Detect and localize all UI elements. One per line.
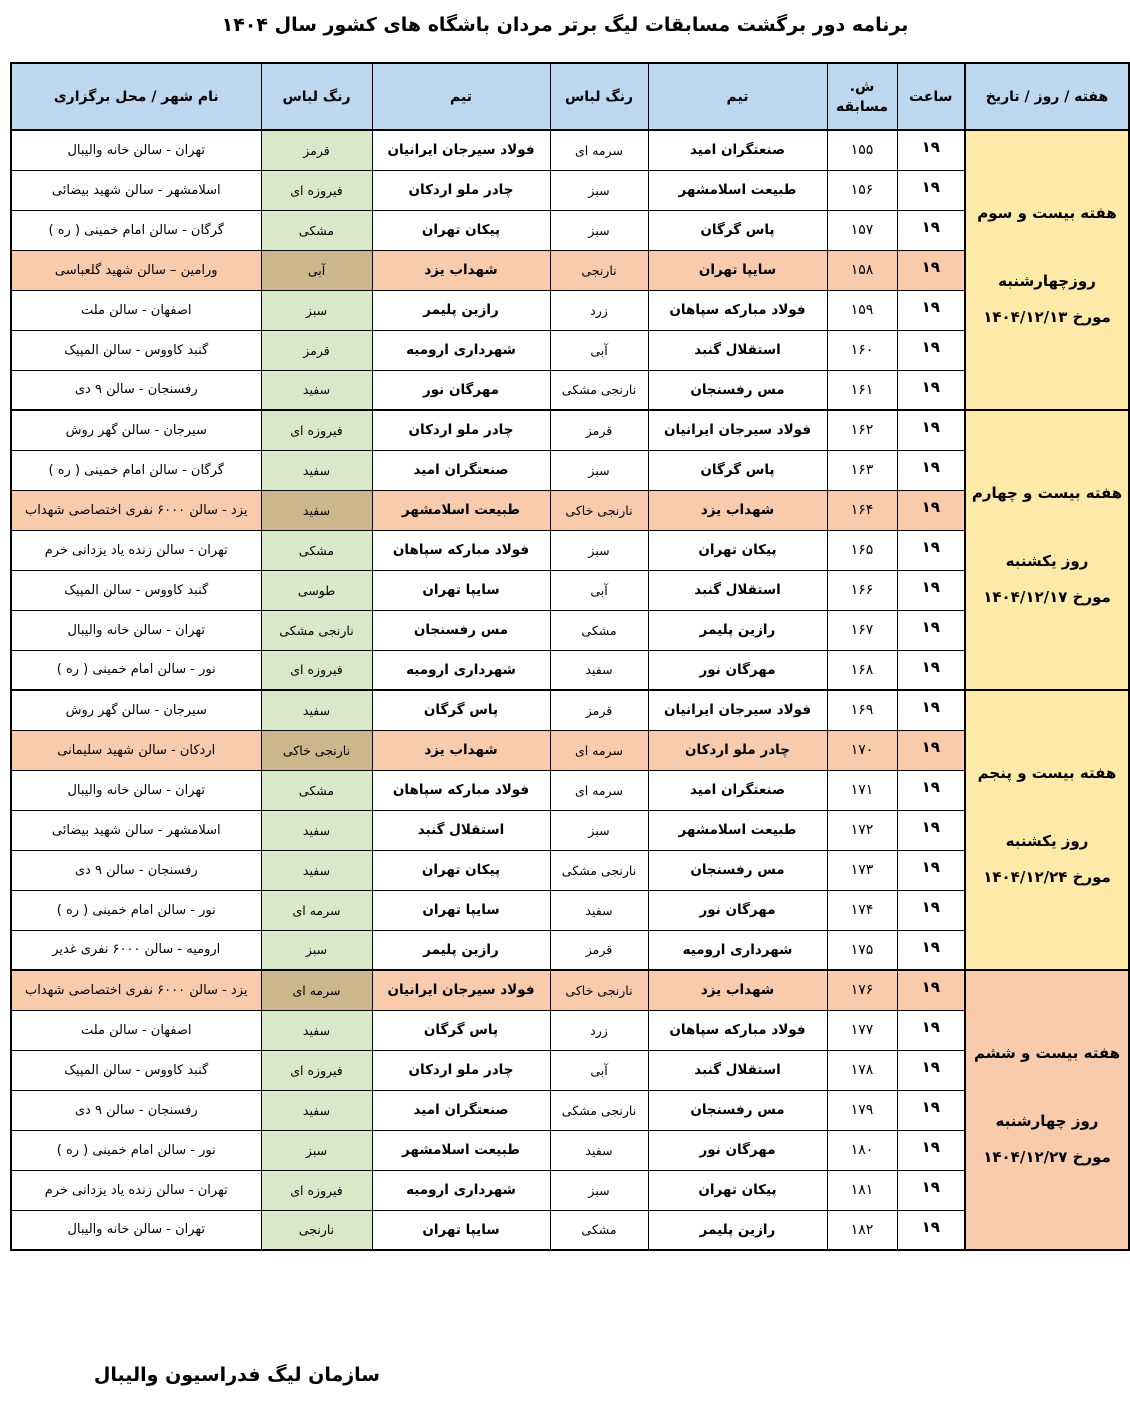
home-team-cell: رازین پلیمر — [648, 610, 827, 650]
venue-cell: نور - سالن امام خمینی ( ره ) — [11, 650, 261, 690]
home-kit-color-cell: سفید — [550, 1130, 648, 1170]
home-team-cell: صنعتگران امید — [648, 130, 827, 170]
away-team-cell: صنعتگران امید — [372, 450, 550, 490]
match-row — [11, 370, 1129, 410]
home-team-cell: رازین پلیمر — [648, 1210, 827, 1250]
match-row — [11, 490, 1129, 530]
home-kit-color-cell: قرمز — [550, 690, 648, 730]
away-kit-color-cell: نارنجی مشکی — [261, 610, 372, 650]
away-team-cell: سایپا تهران — [372, 890, 550, 930]
time-cell: ۱۹ — [897, 1210, 965, 1250]
home-kit-color-cell: سبز — [550, 210, 648, 250]
match-number-cell: ۱۶۳ — [827, 450, 897, 490]
venue-cell: نور - سالن امام خمینی ( ره ) — [11, 1130, 261, 1170]
home-kit-color-cell: زرد — [550, 1010, 648, 1050]
home-team-cell: فولاد مبارکه سپاهان — [648, 1010, 827, 1050]
away-kit-color-cell: سفید — [261, 850, 372, 890]
date-label: مورخ ۱۴۰۴/۱۲/۱۷ — [983, 588, 1111, 606]
date-label: مورخ ۱۴۰۴/۱۲/۲۷ — [983, 1148, 1111, 1166]
match-number-cell: ۱۶۷ — [827, 610, 897, 650]
away-team-cell: فولاد سیرجان ایرانیان — [372, 970, 550, 1010]
date-label: مورخ ۱۴۰۴/۱۲/۱۳ — [983, 308, 1111, 326]
away-team-cell: شهرداری ارومیه — [372, 330, 550, 370]
match-row — [11, 610, 1129, 650]
match-row — [11, 210, 1129, 250]
away-kit-color-cell: مشکی — [261, 210, 372, 250]
away-team-cell: پاس گرگان — [372, 690, 550, 730]
home-team-cell: پیکان تهران — [648, 530, 827, 570]
away-kit-color-cell: سفید — [261, 810, 372, 850]
match-number-cell: ۱۷۸ — [827, 1050, 897, 1090]
time-cell: ۱۹ — [897, 130, 965, 170]
header-match-number — [827, 63, 897, 130]
venue-cell: سیرجان - سالن گهر روش — [11, 410, 261, 450]
match-number-cell: ۱۸۱ — [827, 1170, 897, 1210]
match-row — [11, 1210, 1129, 1250]
away-team-cell: چادر ملو اردکان — [372, 1050, 550, 1090]
time-cell: ۱۹ — [897, 810, 965, 850]
match-number-cell: ۱۶۸ — [827, 650, 897, 690]
time-cell: ۱۹ — [897, 330, 965, 370]
away-kit-color-cell: سفید — [261, 370, 372, 410]
match-row — [11, 1130, 1129, 1170]
week-cell — [965, 970, 1129, 1250]
home-team-cell: استقلال گنبد — [648, 1050, 827, 1090]
match-number-cell: ۱۷۱ — [827, 770, 897, 810]
away-kit-color-cell: قرمز — [261, 330, 372, 370]
home-kit-color-cell: قرمز — [550, 930, 648, 970]
venue-cell: گنبد کاووس - سالن المپیک — [11, 570, 261, 610]
home-kit-color-cell: نارنجی مشکی — [550, 1090, 648, 1130]
home-kit-color-cell: سفید — [550, 650, 648, 690]
venue-cell: اصفهان - سالن ملت — [11, 1010, 261, 1050]
home-kit-color-cell: سرمه ای — [550, 770, 648, 810]
home-team-cell: شهرداری ارومیه — [648, 930, 827, 970]
venue-cell: تهران - سالن خانه والیبال — [11, 130, 261, 170]
home-team-cell: چادر ملو اردکان — [648, 730, 827, 770]
match-row — [11, 450, 1129, 490]
away-kit-color-cell: فیروزه ای — [261, 650, 372, 690]
header-time: ساعت — [897, 63, 965, 130]
venue-cell: اسلامشهر - سالن شهید بیضائی — [11, 170, 261, 210]
home-kit-color-cell: نارنجی خاکی — [550, 490, 648, 530]
venue-cell: رفسنجان - سالن ۹ دی — [11, 850, 261, 890]
away-team-cell: پیکان تهران — [372, 850, 550, 890]
home-kit-color-cell: نارنجی مشکی — [550, 850, 648, 890]
away-team-cell: سایپا تهران — [372, 570, 550, 610]
venue-cell: یزد - سالن ۶۰۰۰ نفری اختصاصی شهداب — [11, 490, 261, 530]
away-team-cell: استقلال گنبد — [372, 810, 550, 850]
venue-cell: سیرجان - سالن گهر روش — [11, 690, 261, 730]
time-cell: ۱۹ — [897, 930, 965, 970]
venue-cell: گرگان - سالن امام خمینی ( ره ) — [11, 210, 261, 250]
header-home-kit-color: رنگ لباس — [550, 63, 648, 130]
venue-cell: رفسنجان - سالن ۹ دی — [11, 1090, 261, 1130]
venue-cell: تهران - سالن زنده یاد یزدانی خرم — [11, 1170, 261, 1210]
home-team-cell: طبیعت اسلامشهر — [648, 170, 827, 210]
match-number-cell: ۱۶۹ — [827, 690, 897, 730]
week-cell — [965, 410, 1129, 690]
time-cell: ۱۹ — [897, 610, 965, 650]
match-number-cell: ۱۷۳ — [827, 850, 897, 890]
home-team-cell: صنعتگران امید — [648, 770, 827, 810]
header-match-number-line1: ش. — [849, 78, 875, 95]
away-kit-color-cell: فیروزه ای — [261, 1170, 372, 1210]
away-kit-color-cell: فیروزه ای — [261, 410, 372, 450]
away-team-cell: فولاد مبارکه سپاهان — [372, 770, 550, 810]
venue-cell: یزد - سالن ۶۰۰۰ نفری اختصاصی شهداب — [11, 970, 261, 1010]
venue-cell: گرگان - سالن امام خمینی ( ره ) — [11, 450, 261, 490]
time-cell: ۱۹ — [897, 570, 965, 610]
match-row — [11, 810, 1129, 850]
document-title: برنامه دور برگشت مسابقات لیگ برتر مردان باشگاه های کشور سال ۱۴۰۴ — [221, 14, 909, 36]
match-row — [11, 1050, 1129, 1090]
away-kit-color-cell: سفید — [261, 1090, 372, 1130]
away-kit-color-cell: سفید — [261, 490, 372, 530]
away-kit-color-cell: آبی — [261, 250, 372, 290]
venue-cell: تهران - سالن خانه والیبال — [11, 770, 261, 810]
home-kit-color-cell: قرمز — [550, 410, 648, 450]
venue-cell: تهران - سالن خانه والیبال — [11, 610, 261, 650]
home-team-cell: سایپا تهران — [648, 250, 827, 290]
venue-cell: تهران - سالن خانه والیبال — [11, 1210, 261, 1250]
home-team-cell: پاس گرگان — [648, 210, 827, 250]
home-kit-color-cell: سبز — [550, 170, 648, 210]
time-cell: ۱۹ — [897, 370, 965, 410]
match-number-cell: ۱۸۲ — [827, 1210, 897, 1250]
time-cell: ۱۹ — [897, 1090, 965, 1130]
away-kit-color-cell: سبز — [261, 1130, 372, 1170]
match-number-cell: ۱۶۱ — [827, 370, 897, 410]
home-kit-color-cell: مشکی — [550, 610, 648, 650]
time-cell: ۱۹ — [897, 250, 965, 290]
away-kit-color-cell: قرمز — [261, 130, 372, 170]
week-cell — [965, 130, 1129, 410]
match-row — [11, 130, 1129, 170]
away-kit-color-cell: سفید — [261, 1010, 372, 1050]
time-cell: ۱۹ — [897, 450, 965, 490]
match-row — [11, 730, 1129, 770]
match-number-cell: ۱۶۰ — [827, 330, 897, 370]
home-team-cell: فولاد سیرجان ایرانیان — [648, 410, 827, 450]
home-team-cell: مهرگان نور — [648, 650, 827, 690]
time-cell: ۱۹ — [897, 650, 965, 690]
away-kit-color-cell: سفید — [261, 690, 372, 730]
match-number-cell: ۱۵۵ — [827, 130, 897, 170]
home-kit-color-cell: سرمه ای — [550, 130, 648, 170]
home-team-cell: شهداب یزد — [648, 970, 827, 1010]
venue-cell: گنبد کاووس - سالن المپیک — [11, 330, 261, 370]
time-cell: ۱۹ — [897, 850, 965, 890]
venue-cell: اصفهان - سالن ملت — [11, 290, 261, 330]
match-row — [11, 1010, 1129, 1050]
time-cell: ۱۹ — [897, 730, 965, 770]
header-home-team: تیم — [648, 63, 827, 130]
match-row — [11, 970, 1129, 1010]
venue-cell: تهران - سالن زنده یاد یزدانی خرم — [11, 530, 261, 570]
match-row — [11, 1170, 1129, 1210]
match-row — [11, 850, 1129, 890]
home-kit-color-cell: سرمه ای — [550, 730, 648, 770]
away-team-cell: مس رفسنجان — [372, 610, 550, 650]
venue-cell: اردکان - سالن شهید سلیمانی — [11, 730, 261, 770]
home-kit-color-cell: مشکی — [550, 1210, 648, 1250]
time-cell: ۱۹ — [897, 970, 965, 1010]
time-cell: ۱۹ — [897, 210, 965, 250]
away-kit-color-cell: سرمه ای — [261, 970, 372, 1010]
match-number-cell: ۱۶۶ — [827, 570, 897, 610]
home-kit-color-cell: سبز — [550, 1170, 648, 1210]
home-kit-color-cell: سبز — [550, 530, 648, 570]
match-row — [11, 650, 1129, 690]
home-kit-color-cell: آبی — [550, 330, 648, 370]
away-kit-color-cell: مشکی — [261, 770, 372, 810]
header-week-date: هفته / روز / تاریخ — [965, 63, 1129, 130]
time-cell: ۱۹ — [897, 770, 965, 810]
away-kit-color-cell: سفید — [261, 450, 372, 490]
home-team-cell: فولاد سیرجان ایرانیان — [648, 690, 827, 730]
match-number-cell: ۱۵۷ — [827, 210, 897, 250]
home-team-cell: پاس گرگان — [648, 450, 827, 490]
away-kit-color-cell: نارنجی خاکی — [261, 730, 372, 770]
home-team-cell: مس رفسنجان — [648, 370, 827, 410]
away-team-cell: صنعتگران امید — [372, 1090, 550, 1130]
match-row — [11, 530, 1129, 570]
match-row — [11, 690, 1129, 730]
away-team-cell: رازین پلیمر — [372, 930, 550, 970]
home-team-cell: پیکان تهران — [648, 1170, 827, 1210]
venue-cell: نور - سالن امام خمینی ( ره ) — [11, 890, 261, 930]
match-number-cell: ۱۸۰ — [827, 1130, 897, 1170]
match-number-cell: ۱۶۵ — [827, 530, 897, 570]
home-team-cell: مهرگان نور — [648, 890, 827, 930]
home-team-cell: استقلال گنبد — [648, 570, 827, 610]
away-team-cell: چادر ملو اردکان — [372, 170, 550, 210]
match-number-cell: ۱۷۴ — [827, 890, 897, 930]
table-header — [11, 63, 1129, 130]
time-cell: ۱۹ — [897, 410, 965, 450]
match-row — [11, 570, 1129, 610]
match-row — [11, 410, 1129, 450]
away-team-cell: فولاد سیرجان ایرانیان — [372, 130, 550, 170]
home-team-cell: طبیعت اسلامشهر — [648, 810, 827, 850]
match-row — [11, 1090, 1129, 1130]
home-kit-color-cell: سفید — [550, 890, 648, 930]
day-label: روز یکشنبه — [1005, 832, 1089, 850]
home-kit-color-cell: نارنجی — [550, 250, 648, 290]
header-venue: نام شهر / محل برگزاری — [11, 63, 261, 130]
match-number-cell: ۱۷۶ — [827, 970, 897, 1010]
away-kit-color-cell: طوسی — [261, 570, 372, 610]
week-label: هفته بیست و ششم — [973, 1044, 1121, 1062]
match-number-cell: ۱۷۲ — [827, 810, 897, 850]
match-number-cell: ۱۶۴ — [827, 490, 897, 530]
away-team-cell: مهرگان نور — [372, 370, 550, 410]
match-number-cell: ۱۷۵ — [827, 930, 897, 970]
home-kit-color-cell: زرد — [550, 290, 648, 330]
header-row — [11, 63, 1129, 130]
home-team-cell: فولاد مبارکه سپاهان — [648, 290, 827, 330]
date-label: مورخ ۱۴۰۴/۱۲/۲۴ — [983, 868, 1111, 886]
away-team-cell: فولاد مبارکه سپاهان — [372, 530, 550, 570]
week-label: هفته بیست و چهارم — [971, 484, 1123, 502]
time-cell: ۱۹ — [897, 1170, 965, 1210]
week-label: هفته بیست و پنجم — [977, 764, 1117, 782]
away-kit-color-cell: نارنجی — [261, 1210, 372, 1250]
match-row — [11, 770, 1129, 810]
away-team-cell: رازین پلیمر — [372, 290, 550, 330]
home-team-cell: مس رفسنجان — [648, 1090, 827, 1130]
away-team-cell: شهرداری ارومیه — [372, 650, 550, 690]
venue-cell: ارومیه - سالن ۶۰۰۰ نفری غدیر — [11, 930, 261, 970]
time-cell: ۱۹ — [897, 1130, 965, 1170]
match-number-cell: ۱۵۸ — [827, 250, 897, 290]
home-kit-color-cell: آبی — [550, 1050, 648, 1090]
match-schedule-table — [10, 62, 1130, 1251]
away-kit-color-cell: سبز — [261, 290, 372, 330]
match-row — [11, 330, 1129, 370]
time-cell: ۱۹ — [897, 290, 965, 330]
away-team-cell: طبیعت اسلامشهر — [372, 490, 550, 530]
time-cell: ۱۹ — [897, 890, 965, 930]
home-team-cell: استقلال گنبد — [648, 330, 827, 370]
match-row — [11, 290, 1129, 330]
time-cell: ۱۹ — [897, 1010, 965, 1050]
header-away-kit-color: رنگ لباس — [261, 63, 372, 130]
venue-cell: اسلامشهر - سالن شهید بیضائی — [11, 810, 261, 850]
away-team-cell: طبیعت اسلامشهر — [372, 1130, 550, 1170]
match-number-cell: ۱۵۶ — [827, 170, 897, 210]
away-team-cell: شهرداری ارومیه — [372, 1170, 550, 1210]
venue-cell: رفسنجان - سالن ۹ دی — [11, 370, 261, 410]
week-label: هفته بیست و سوم — [977, 204, 1117, 222]
away-team-cell: پاس گرگان — [372, 1010, 550, 1050]
away-kit-color-cell: سبز — [261, 930, 372, 970]
away-kit-color-cell: فیروزه ای — [261, 170, 372, 210]
venue-cell: ورامین – سالن شهید گلعباسی — [11, 250, 261, 290]
day-label: روز چهارشنبه — [995, 1112, 1099, 1130]
week-cell — [965, 690, 1129, 970]
away-team-cell: پیکان تهران — [372, 210, 550, 250]
header-away-team: تیم — [372, 63, 550, 130]
header-match-number-line2: مسابقه — [836, 98, 888, 115]
home-kit-color-cell: سبز — [550, 450, 648, 490]
away-kit-color-cell: سرمه ای — [261, 890, 372, 930]
away-team-cell: شهداب یزد — [372, 730, 550, 770]
day-label: روزچهارشنبه — [998, 272, 1096, 290]
time-cell: ۱۹ — [897, 690, 965, 730]
time-cell: ۱۹ — [897, 490, 965, 530]
away-team-cell: سایپا تهران — [372, 1210, 550, 1250]
match-number-cell: ۱۵۹ — [827, 290, 897, 330]
day-label: روز یکشنبه — [1005, 552, 1089, 570]
match-number-cell: ۱۷۷ — [827, 1010, 897, 1050]
home-kit-color-cell: آبی — [550, 570, 648, 610]
away-kit-color-cell: مشکی — [261, 530, 372, 570]
time-cell: ۱۹ — [897, 530, 965, 570]
time-cell: ۱۹ — [897, 170, 965, 210]
home-team-cell: مس رفسنجان — [648, 850, 827, 890]
home-kit-color-cell: نارنجی مشکی — [550, 370, 648, 410]
match-row — [11, 250, 1129, 290]
match-row — [11, 930, 1129, 970]
venue-cell: گنبد کاووس - سالن المپیک — [11, 1050, 261, 1090]
home-kit-color-cell: سبز — [550, 810, 648, 850]
home-kit-color-cell: نارنجی خاکی — [550, 970, 648, 1010]
match-number-cell: ۱۷۰ — [827, 730, 897, 770]
away-kit-color-cell: فیروزه ای — [261, 1050, 372, 1090]
match-row — [11, 890, 1129, 930]
table-body — [11, 130, 1129, 1250]
match-number-cell: ۱۶۲ — [827, 410, 897, 450]
document-footer: سازمان لیگ فدراسیون والیبال — [93, 1364, 380, 1386]
time-cell: ۱۹ — [897, 1050, 965, 1090]
match-row — [11, 170, 1129, 210]
home-team-cell: مهرگان نور — [648, 1130, 827, 1170]
away-team-cell: چادر ملو اردکان — [372, 410, 550, 450]
away-team-cell: شهداب یزد — [372, 250, 550, 290]
home-team-cell: شهداب یزد — [648, 490, 827, 530]
match-number-cell: ۱۷۹ — [827, 1090, 897, 1130]
